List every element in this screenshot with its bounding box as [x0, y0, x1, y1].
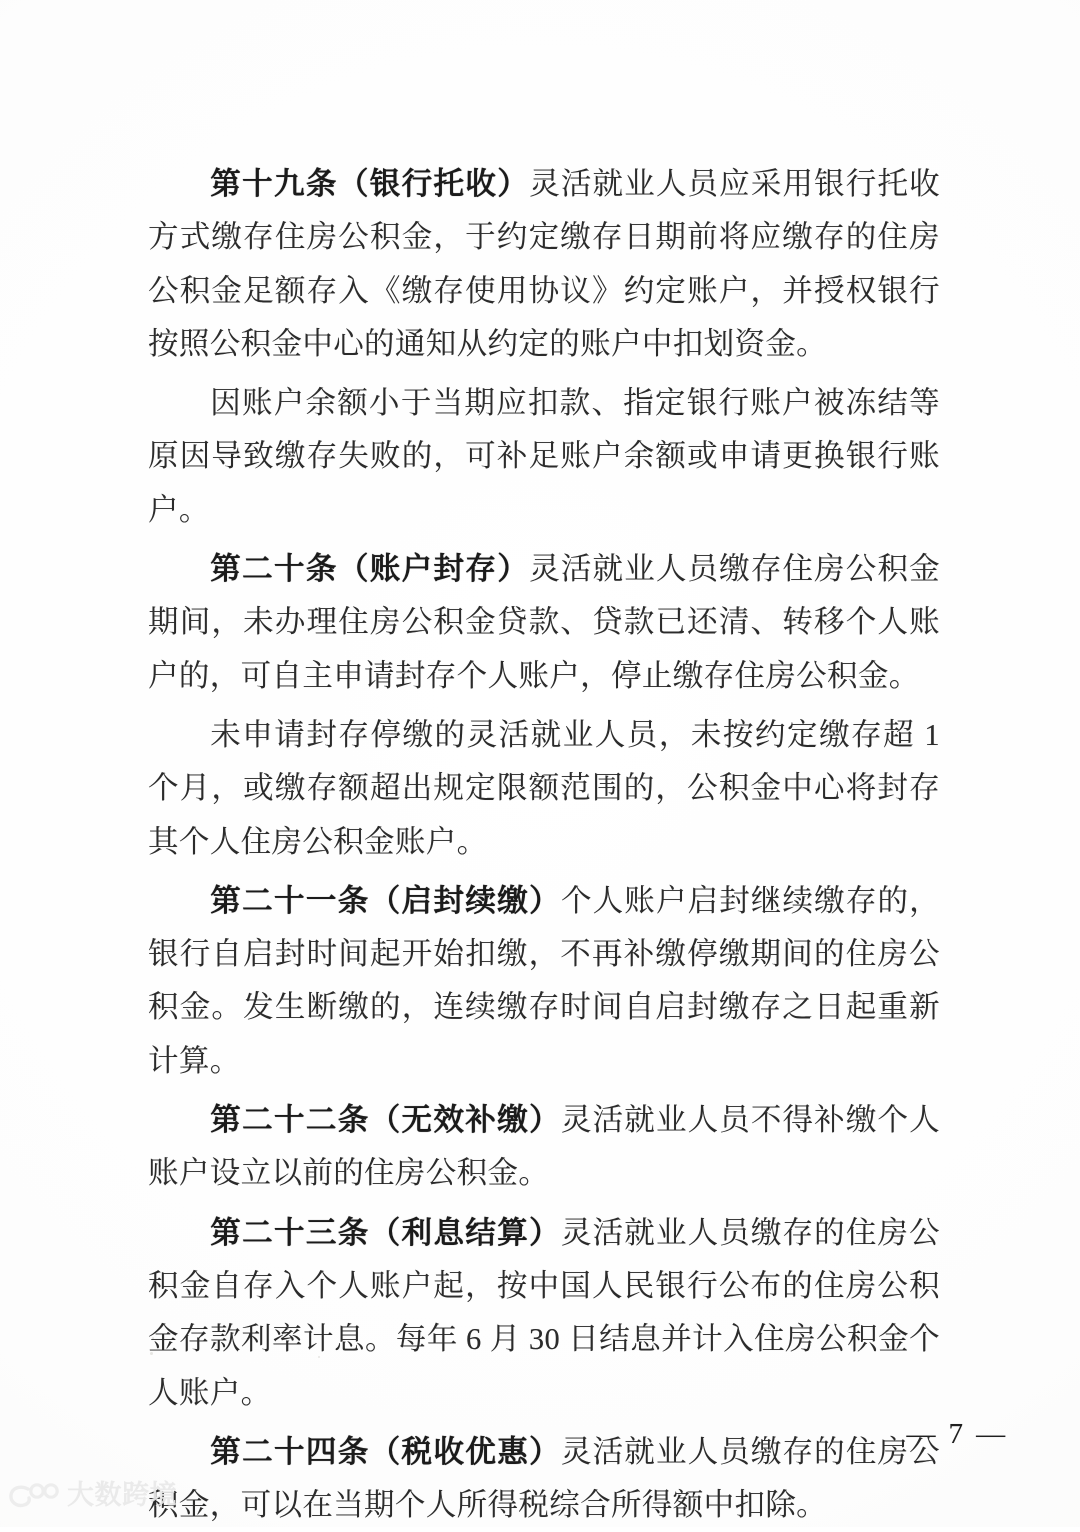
article-text-19-note: 因账户余额小于当期应扣款、指定银行账户被冻结等原因导致缴存失败的，可补足账户余额或申请更换银行账户。 — [148, 386, 940, 527]
article-heading-20: 第二十条（账户封存） — [210, 552, 530, 587]
paragraph-article-22 — [148, 1094, 940, 1201]
paragraph-article-19-note — [148, 377, 940, 537]
article-heading-23: 第二十三条（利息结算） — [210, 1215, 562, 1250]
document-body — [148, 158, 940, 1532]
article-heading-22: 第二十二条（无效补缴） — [210, 1103, 562, 1138]
watermark — [8, 1480, 177, 1510]
article-text-20-note: 未申请封存停缴的灵活就业人员，未按约定缴存超 1 个月，或缴存额超出规定限额范围的，公积金中心将封存其个人住房公积金账户。 — [148, 717, 940, 859]
dashujingjing-logo-icon — [8, 1480, 60, 1510]
article-text-24: 灵活就业人员缴存的住房公积金，可以在当期个人所得税综合所得额中扣除。 — [148, 1434, 940, 1523]
watermark-text: 大数跨境 — [67, 1479, 178, 1510]
paragraph-article-19 — [148, 158, 940, 371]
paragraph-article-20 — [148, 543, 940, 703]
paragraph-article-21 — [148, 875, 940, 1088]
page-number: — 7 — — [906, 1418, 1008, 1450]
article-heading-24: 第二十四条（税收优惠） — [210, 1434, 562, 1469]
article-text-21: 个人账户启封继续缴存的，银行自启封时间起开始扣缴，不再补缴停缴期间的住房公积金。发生断缴的，连续缴存时间自启封缴存之日起重新计算。 — [148, 883, 940, 1078]
article-text-20: 灵活就业人员缴存住房公积金期间，未办理住房公积金贷款、贷款已还清、转移个人账户的，可自主申请封存个人账户，停止缴存住房公积金。 — [148, 552, 940, 693]
article-text-19: 灵活就业人员应采用银行托收方式缴存住房公积金，于约定缴存日期前将应缴存的住房公积金足额存入《缴存使用协议》约定账户，并授权银行按照公积金中心的通知从约定的账户中扣划资金。 — [148, 167, 940, 361]
paragraph-article-20-note — [148, 709, 940, 869]
article-heading-19: 第十九条（银行托收） — [210, 167, 530, 201]
paragraph-article-23 — [148, 1207, 940, 1420]
article-text-23: 灵活就业人员缴存的住房公积金自存入个人账户起，按中国人民银行公布的住房公积金存款利率计息。每年 6 月 30 日结息并计入住房公积金个人账户。 — [148, 1215, 940, 1410]
article-text-22: 灵活就业人员不得补缴个人账户设立以前的住房公积金。 — [148, 1103, 940, 1191]
article-heading-21: 第二十一条（启封续缴） — [210, 883, 562, 918]
